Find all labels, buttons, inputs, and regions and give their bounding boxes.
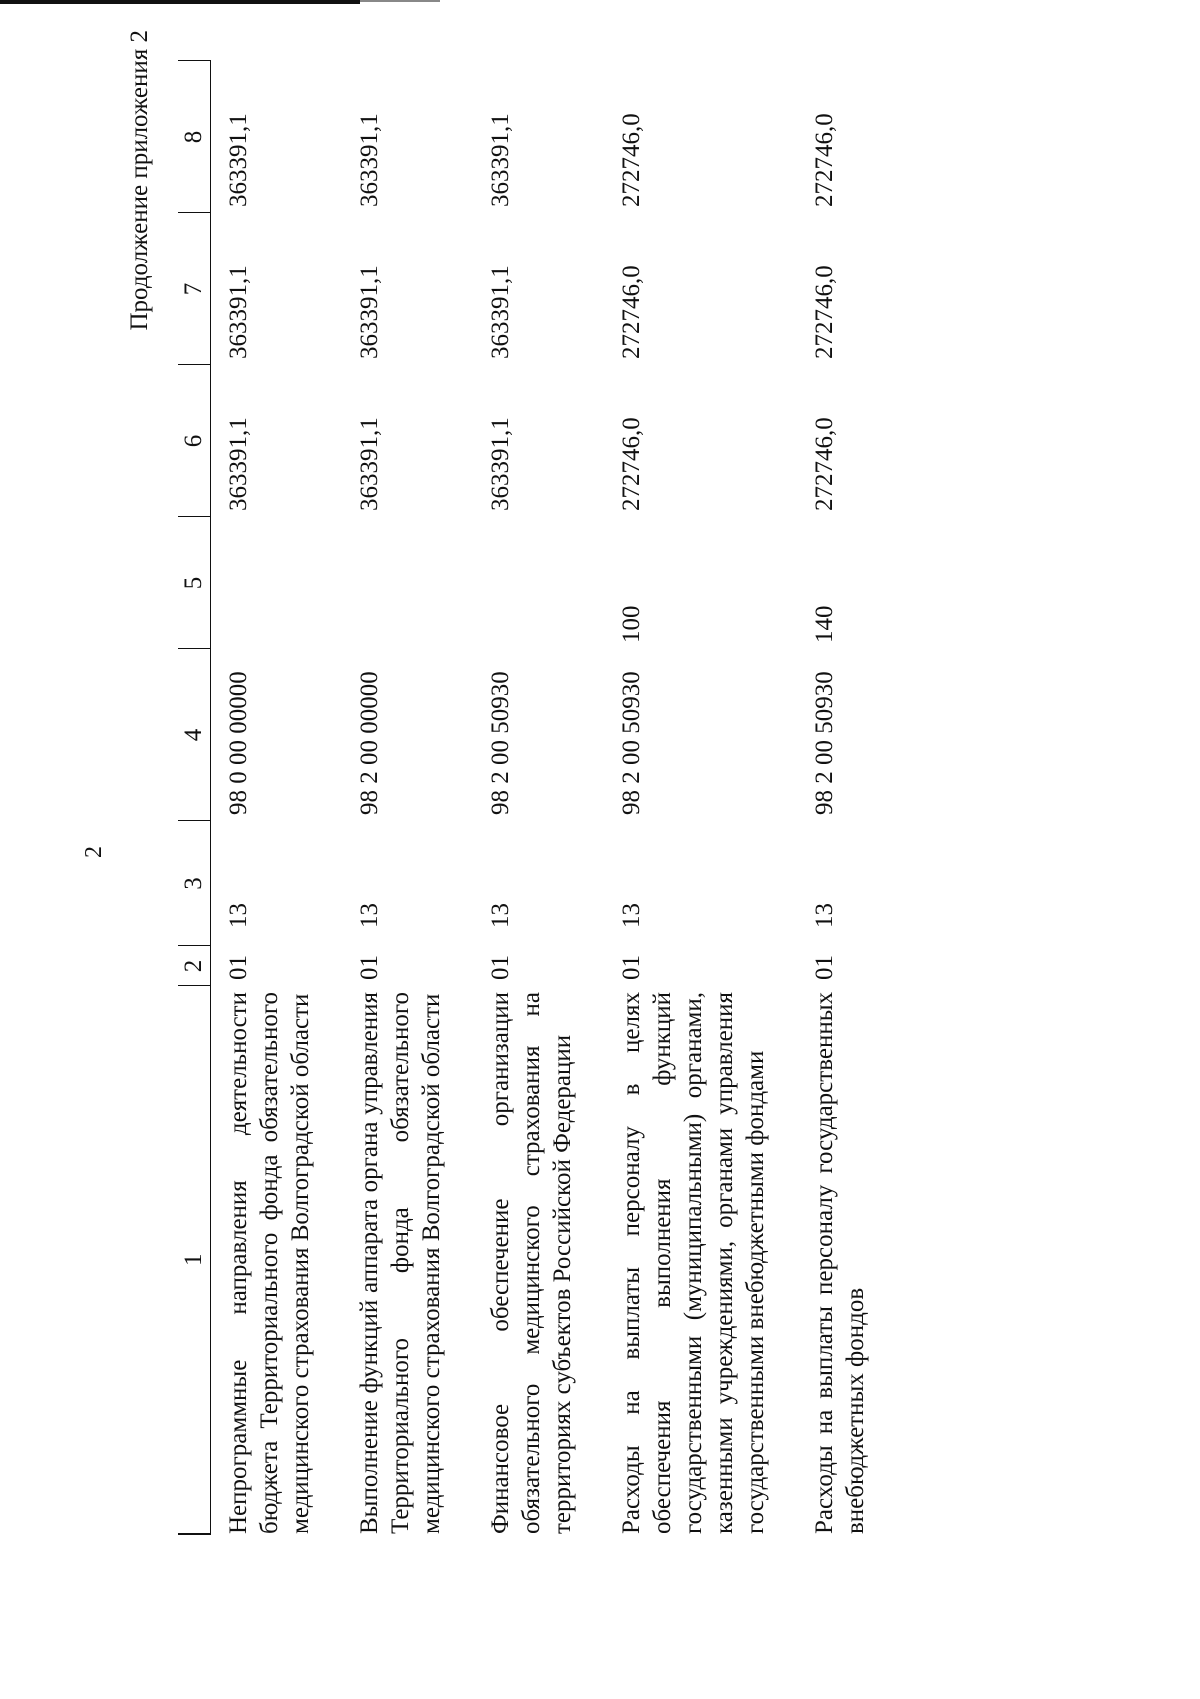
subsection-code: 13: [356, 903, 383, 928]
expense-type-code: [211, 517, 343, 649]
section-code: 01: [225, 955, 252, 980]
amount-year-1: 363391,1: [356, 417, 383, 511]
column-header: 6: [178, 365, 211, 517]
subsection-code: 13: [618, 903, 645, 928]
section-code: 01: [356, 955, 383, 980]
target-article-code: 98 2 00 00000: [356, 671, 383, 815]
amount-year-2: 363391,1: [487, 265, 514, 359]
amount-year-3: 363391,1: [356, 113, 383, 207]
row-name: Финансовое обеспечение организации обязательного медицинского страхования на территориях субъектов Российской Федерации: [487, 992, 576, 1534]
column-number-row: [178, 61, 211, 1534]
subsection-code: 13: [487, 903, 514, 928]
table-row: [211, 61, 343, 1534]
column-header: 7: [178, 213, 211, 365]
amount-year-3: 363391,1: [225, 113, 252, 207]
expense-type-code: [342, 517, 473, 649]
amount-year-2: 363391,1: [356, 265, 383, 359]
section-code: 01: [487, 955, 514, 980]
amount-year-1: 272746,0: [618, 417, 645, 511]
amount-year-3: 272746,0: [811, 113, 838, 207]
table-row: [604, 61, 797, 1534]
column-header: 8: [178, 61, 211, 213]
amount-year-2: 272746,0: [618, 265, 645, 359]
amount-year-1: 363391,1: [487, 417, 514, 511]
column-header: 4: [178, 649, 211, 821]
table-row: [342, 61, 473, 1534]
section-code: 01: [811, 955, 838, 980]
subsection-code: 13: [225, 903, 252, 928]
amount-year-1: 272746,0: [811, 417, 838, 511]
appendix-continuation-caption: Продолжение приложения 2: [126, 30, 153, 331]
target-article-code: 98 2 00 50930: [487, 671, 514, 815]
row-name: Расходы на выплаты персоналу в целях обеспечения выполнения функций государственными (муниципальными) органами, казенными учреждениями, органами управления государственными внебюджетными фондами: [618, 992, 769, 1534]
amount-year-2: 272746,0: [811, 265, 838, 359]
page-number: 2: [81, 846, 107, 858]
expense-type-code: 100: [618, 605, 645, 643]
budget-table: [178, 61, 897, 1536]
column-header: 2: [178, 946, 211, 986]
table-body: [211, 61, 898, 1534]
target-article-code: 98 0 00 00000: [225, 671, 252, 815]
section-code: 01: [618, 955, 645, 980]
row-name: Расходы на выплаты персоналу государственных внебюджетных фондов: [811, 992, 869, 1534]
subsection-code: 13: [811, 903, 838, 928]
expense-type-code: [473, 517, 604, 649]
column-header: 1: [178, 986, 211, 1534]
row-name: Непрограммные направления деятельности бюджета Территориального фонда обязательного медицинского страхования Волгоградской области: [225, 992, 314, 1534]
amount-year-1: 363391,1: [225, 417, 252, 511]
row-name: Выполнение функций аппарата органа управления Территориального фонда обязательного медицинского страхования Волгоградской области: [356, 992, 445, 1534]
target-article-code: 98 2 00 50930: [618, 671, 645, 815]
column-header: 3: [178, 821, 211, 946]
column-header: 5: [178, 517, 211, 649]
target-article-code: 98 2 00 50930: [811, 671, 838, 815]
table-row: [473, 61, 604, 1534]
amount-year-3: 363391,1: [487, 113, 514, 207]
amount-year-2: 363391,1: [225, 265, 252, 359]
table-row: [797, 61, 897, 1534]
expense-type-code: 140: [811, 605, 838, 643]
amount-year-3: 272746,0: [618, 113, 645, 207]
